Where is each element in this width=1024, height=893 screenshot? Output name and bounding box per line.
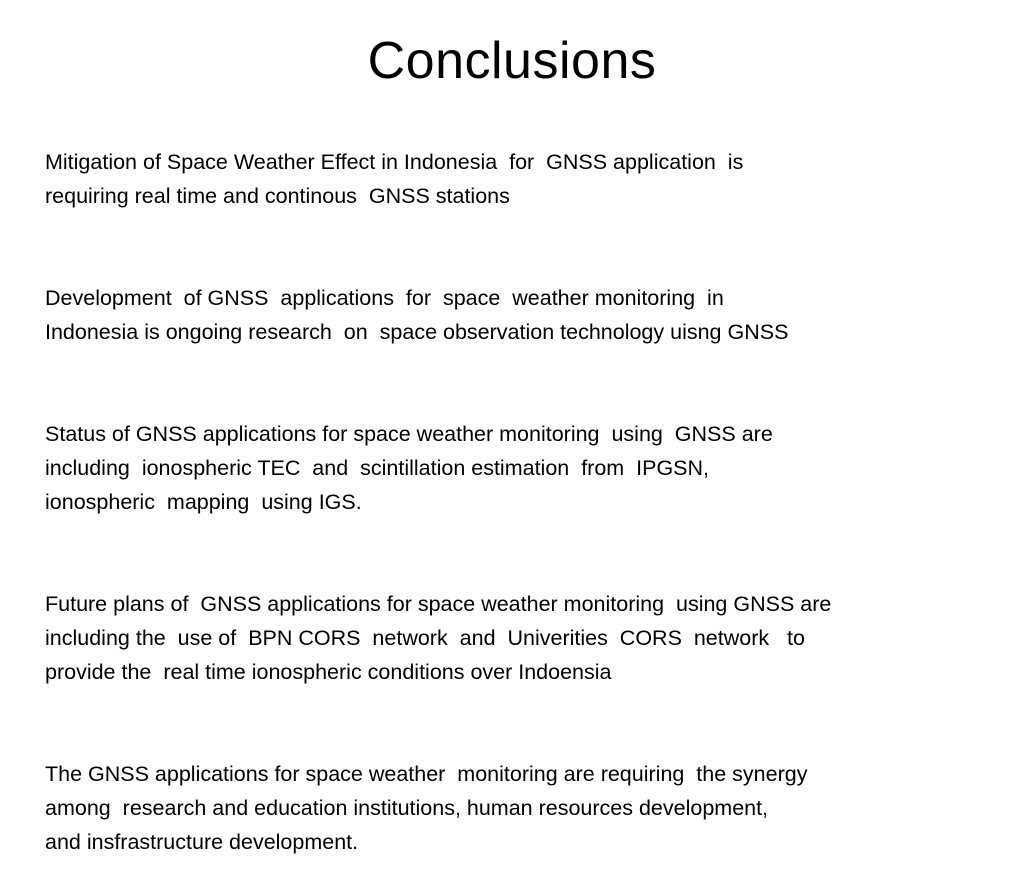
paragraph-development: Development of GNSS applications for space weather monitoring in Indonesia is ongoing research on space observation technology uisng GNSS [45, 286, 789, 344]
slide-body [45, 111, 995, 893]
paragraph-future-plans: Future plans of GNSS applications for space weather monitoring using GNSS are including the use of BPN CORS network and Univerities CORS network to provide the real time ionospheric conditions over Indoensia [45, 592, 832, 684]
paragraph-mitigation: Mitigation of Space Weather Effect in Indonesia for GNSS application is requiring real time and continous GNSS stations [45, 150, 744, 208]
slide-title: Conclusions [367, 32, 657, 90]
paragraph-status: Status of GNSS applications for space weather monitoring using GNSS are including ionospheric TEC and scintillation estimation from IPGSN, ionospheric mapping using IGS. [45, 422, 773, 514]
paragraph-synergy: The GNSS applications for space weather monitoring are requiring the synergy among research and education institutions, human resources development, and insfrastructure development. [45, 762, 808, 854]
